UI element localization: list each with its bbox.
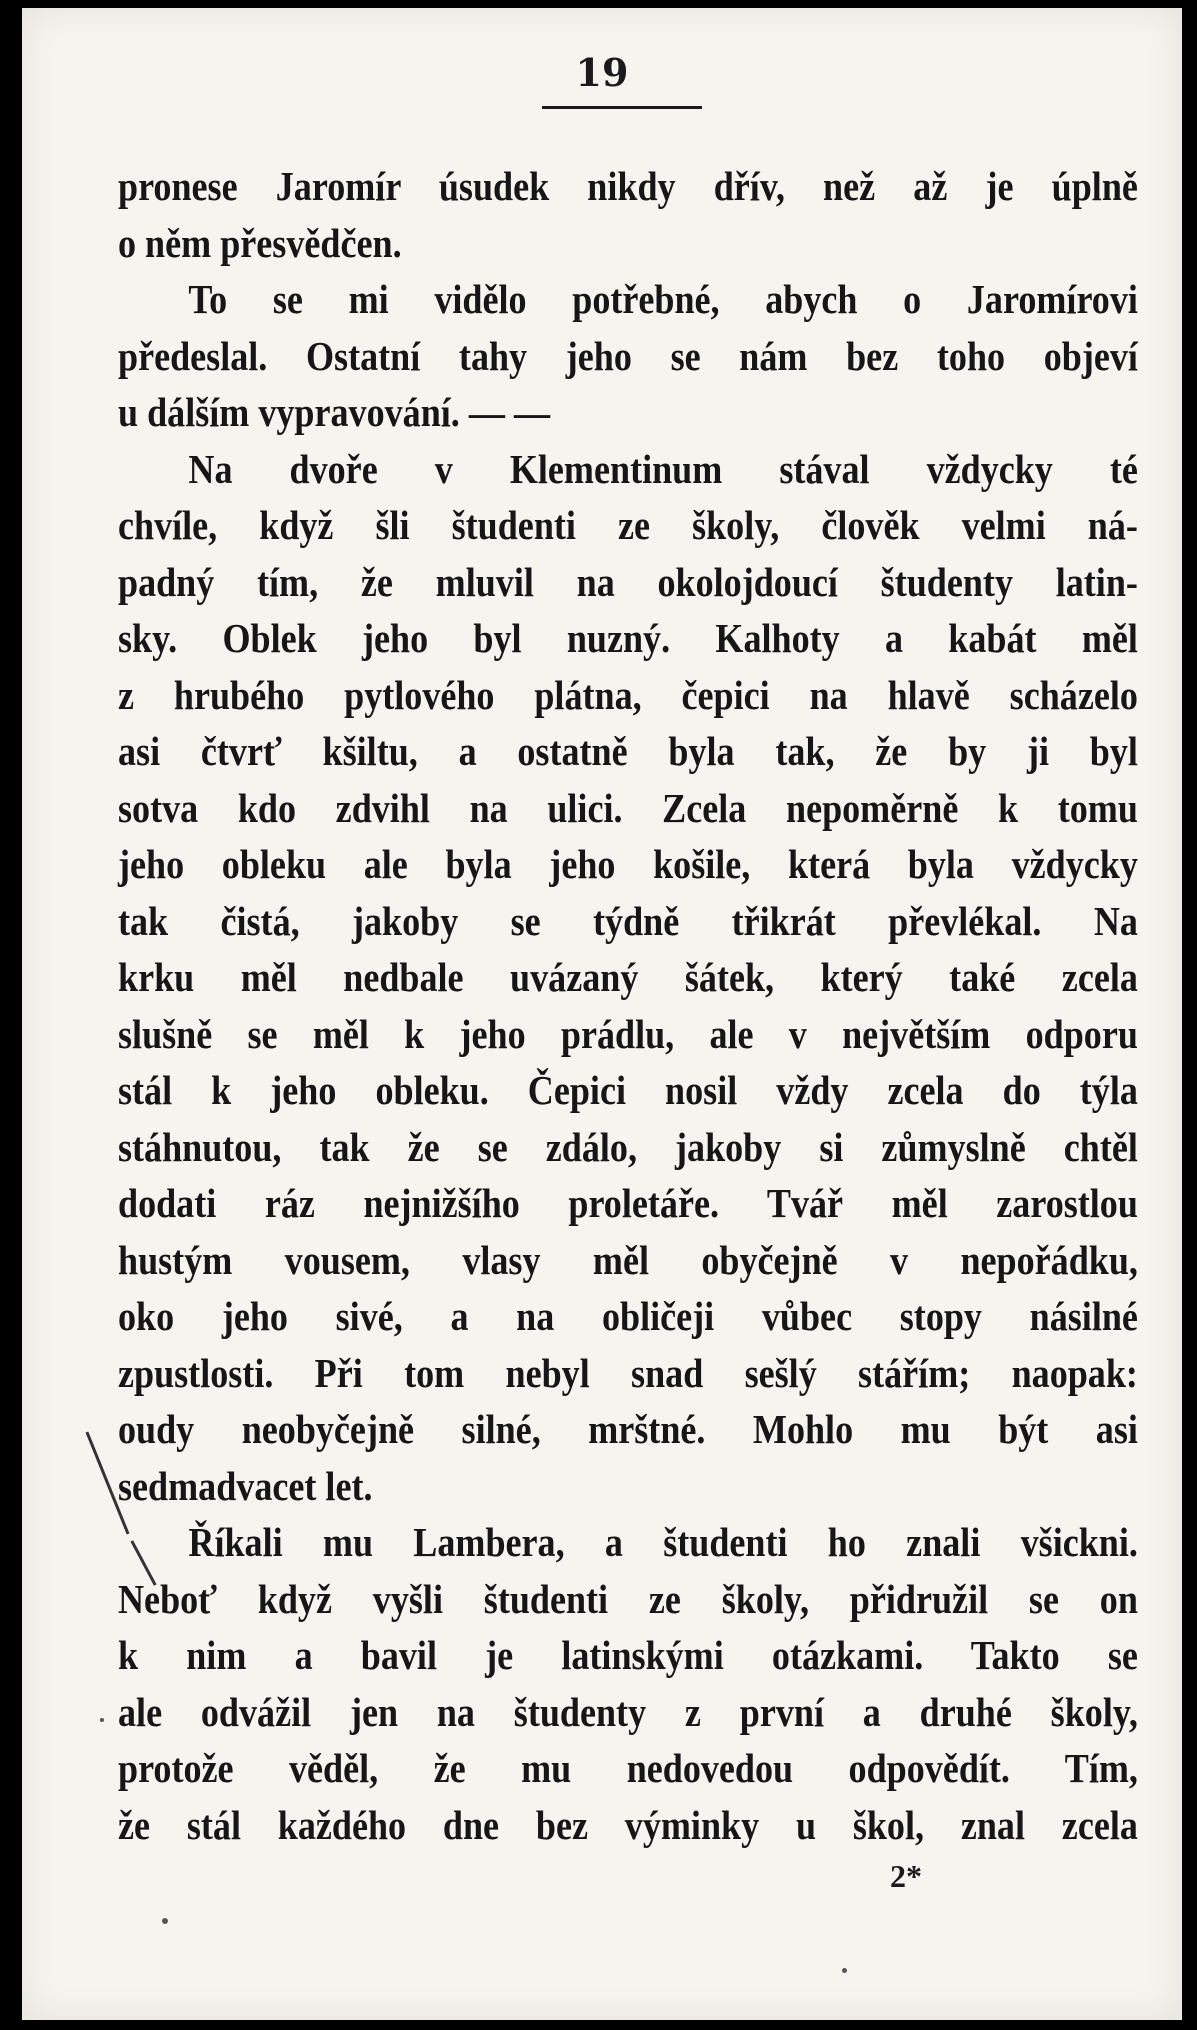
print-speck bbox=[842, 1968, 847, 1973]
text-line: stál k jeho obleku. Čepici nosil vždy zcela do týla bbox=[118, 1067, 1138, 1113]
text-line: sky. Oblek jeho byl nuzný. Kalhoty a kabát měl bbox=[118, 615, 1138, 661]
page-number: 19 bbox=[575, 50, 629, 95]
text-line: To se mi vidělo potřebné, abych o Jaromírovi bbox=[188, 276, 1138, 322]
text-line: že stál každého dne bez výminky u škol, znal zcela bbox=[118, 1801, 1138, 1848]
text-line: sotva kdo zdvihl na ulici. Zcela nepoměrně k tomu bbox=[118, 784, 1138, 831]
text-line: chvíle, když šli študenti ze školy, člověk velmi ná- bbox=[118, 502, 1138, 548]
text-line: hustým vousem, vlasy měl obyčejně v nepořádku, bbox=[118, 1236, 1138, 1283]
print-speck bbox=[162, 1918, 168, 1924]
text-line: stáhnutou, tak že se zdálo, jakoby si zůmyslně chtěl bbox=[118, 1123, 1138, 1170]
text-line: krku měl nedbale uvázaný šátek, který také zcela bbox=[118, 954, 1138, 1000]
text-line: o něm přesvědčen. bbox=[118, 219, 402, 266]
text-line: oudy neobyčejně silné, mrštné. Mohlo mu být asi bbox=[118, 1406, 1138, 1452]
body-text bbox=[118, 158, 1138, 1853]
text-line: oko jeho sivé, a na obličeji vůbec stopy násilné bbox=[118, 1293, 1138, 1339]
text-line: slušně se měl k jeho prádlu, ale v největším odporu bbox=[118, 1010, 1138, 1057]
book-page bbox=[22, 8, 1182, 2020]
text-line: Na dvoře v Klementinum stával vždycky té bbox=[188, 445, 1138, 492]
print-speck bbox=[100, 1718, 104, 1722]
text-line: zpustlosti. Při tom nebyl snad sešlý stářím; naopak: bbox=[118, 1349, 1138, 1396]
text-line: u dálším vypravování. — — bbox=[118, 389, 551, 435]
text-line: sedmadvacet let. bbox=[118, 1462, 373, 1509]
text-line: padný tím, že mluvil na okolojdoucí študenty latin- bbox=[118, 558, 1138, 605]
text-line: protože věděl, že mu nedovedou odpovědít. Tím, bbox=[118, 1745, 1138, 1791]
text-line: dodati ráz nejnižšího proletáře. Tvář měl zarostlou bbox=[118, 1180, 1138, 1226]
text-line: tak čistá, jakoby se týdně třikrát převlékal. Na bbox=[118, 897, 1138, 944]
header-rule bbox=[542, 106, 702, 109]
text-line: k nim a bavil je latinskými otázkami. Takto se bbox=[118, 1632, 1138, 1678]
text-line: z hrubého pytlového plátna, čepici na hlavě scházelo bbox=[118, 671, 1138, 718]
text-line: jeho obleku ale byla jeho košile, která byla vždycky bbox=[118, 841, 1138, 887]
text-line: pronese Jaromír úsudek nikdy dřív, než až je úplně bbox=[118, 163, 1138, 209]
text-line: Říkali mu Lambera, a študenti ho znali všickni. bbox=[188, 1519, 1138, 1565]
text-line: ale odvážil jen na študenty z první a druhé školy, bbox=[118, 1688, 1138, 1735]
text-line: asi čtvrť kšiltu, a ostatně byla tak, že by ji byl bbox=[118, 728, 1138, 774]
text-line: předeslal. Ostatní tahy jeho se nám bez toho objeví bbox=[118, 332, 1138, 379]
printer-signature: 2* bbox=[890, 1858, 922, 1894]
text-line: Neboť když vyšli študenti ze školy, přidružil se on bbox=[118, 1575, 1138, 1622]
